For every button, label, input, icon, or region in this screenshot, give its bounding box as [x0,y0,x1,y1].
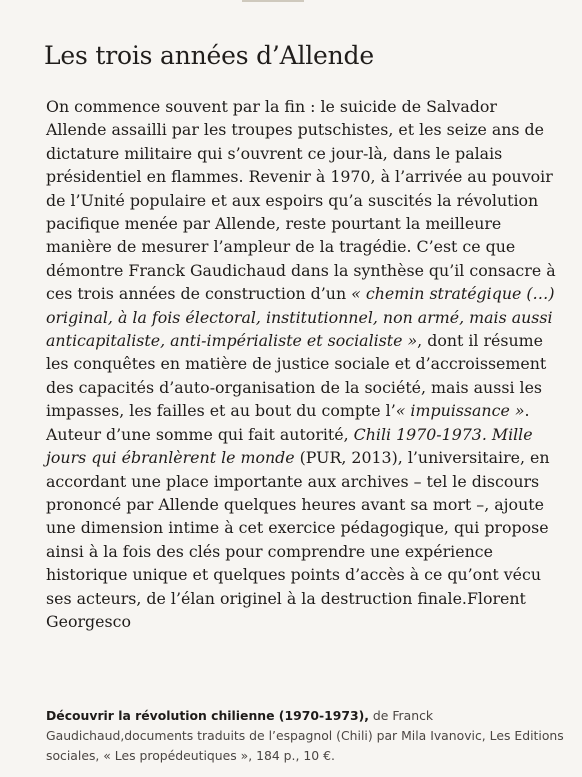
book-title: Découvrir la révolution chilienne (1970-1973), [46,708,369,723]
book-reference: Chili 1970-1973. Mille jours qui ébranlèrent le monde [46,424,533,468]
book-details: de Franck Gaudichaud,documents traduits de l’espagnol (Chili) par Mila Ivanovic, Les Editions sociales, « Les propédeutiques », 184 p., 10 €. [46,708,564,763]
quote-segment: « chemin stratégique (…) original, à la fois électoral, institutionnel, non armé, mais aussi anticapitaliste, anti-impérialiste et socialiste » [46,284,555,351]
book-credits [46,706,566,766]
article-body [46,95,562,633]
body-segment: , dont il résume les conquêtes en matière de justice sociale et d’accroissement des capacités d’auto-organisation de la société, mais aussi les impasses, les failles et au bout du compte l’ [46,331,547,421]
article-title: Les trois années d’Allende [44,41,374,70]
body-segment: On commence souvent par la fin : le suicide de Salvador Allende assailli par les troupes putschistes, et les seize ans de dictature militaire qui s’ouvrent ce jour-là, dans le palais présidentiel en flammes. Revenir à 1970, à l’arrivée au pouvoir de l’Unité populaire et aux espoirs qu’a suscités la révolution pacifique menée par Allende, reste pourtant la meilleure manière de mesurer l’ampleur de la tragédie. C’est ce que démontre Franck Gaudichaud dans la synthèse qu’il consacre à ces trois années de construction d’un [46,97,556,304]
author-signature: Florent Georgesco [46,588,526,631]
top-divider [242,0,304,2]
body-segment: . Auteur d’une somme qui fait autorité, [46,401,530,444]
quote-segment: « impuissance » [395,401,525,421]
body-segment: (PUR, 2013), l’universitaire, en accordant une place importante aux archives – tel le discours prononcé par Allende quelques heures avant sa mort –, ajoute une dimension intime à cet exercice pédagogique, qui propose ainsi à la fois des clés pour comprendre une expérience historique unique et quelques points d’accès à ce qu’ont vécu ses acteurs, de l’élan originel à la destruction finale. [46,448,550,608]
